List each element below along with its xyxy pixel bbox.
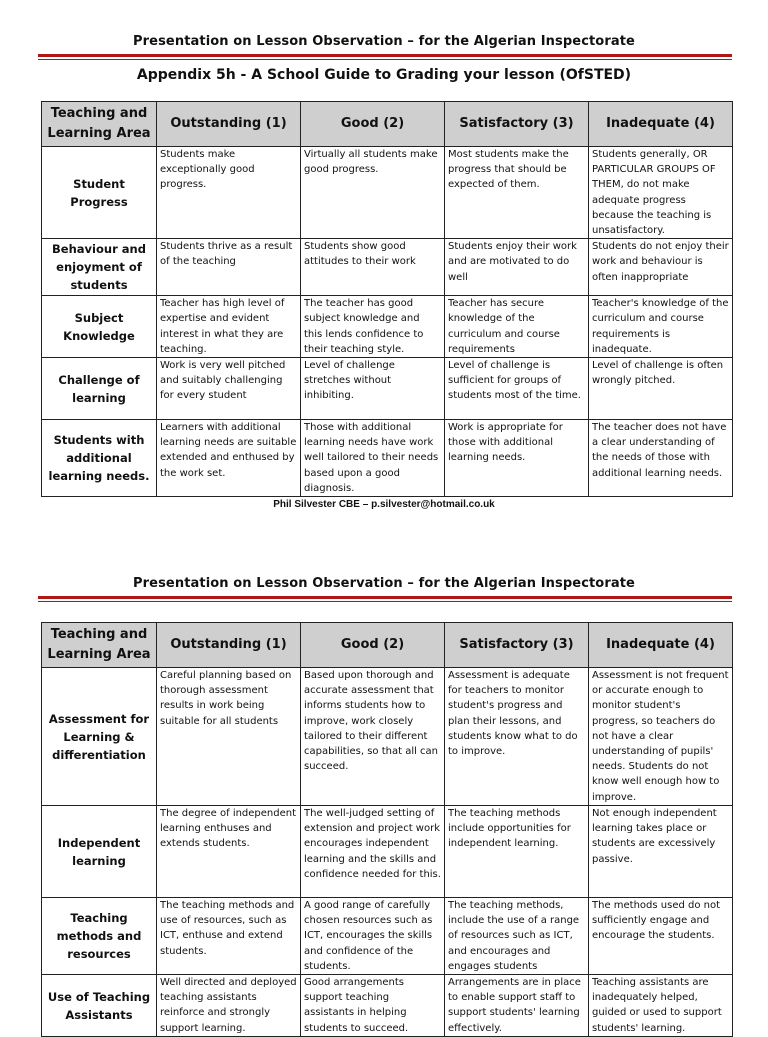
page-header-title: Presentation on Lesson Observation – for the Algerian Inspectorate [133,34,635,49]
cell-satisfactory: Arrangements are in place to enable support staff to support students' learning effectively. [445,975,589,1037]
cell-outstanding: Teacher has high level of expertise and evident interest in what they are teaching. [157,296,301,358]
table-row [42,898,733,975]
cell-inadequate: Level of challenge is often wrongly pitched. [589,358,733,420]
row-area-label: Use of Teaching Assistants [42,975,157,1037]
column-header-outstanding: Outstanding (1) [157,623,301,668]
cell-inadequate: The teacher does not have a clear understanding of the needs of those with additional learning needs. [589,420,733,497]
cell-satisfactory: The teaching methods, include the use of a range of resources such as ICT, and encourages and engages students [445,898,589,975]
cell-outstanding: The teaching methods and use of resources, such as ICT, enthuse and extend students. [157,898,301,975]
row-area-label: Subject Knowledge [42,296,157,358]
row-area-label: Students with additional learning needs. [42,420,157,497]
header-rule-thin [38,59,732,60]
table-row [42,668,733,806]
appendix-title: Appendix 5h - A School Guide to Grading your lesson (OfSTED) [136,67,632,83]
row-area-label: Challenge of learning [42,358,157,420]
column-header-good: Good (2) [301,102,445,147]
column-header-satisfactory: Satisfactory (3) [445,623,589,668]
cell-inadequate: Not enough independent learning takes place or students are excessively passive. [589,806,733,898]
cell-satisfactory: Assessment is adequate for teachers to monitor student's progress and plan their lessons, and students know what to do to improve. [445,668,589,806]
column-header-outstanding: Outstanding (1) [157,102,301,147]
cell-outstanding: Work is very well pitched and suitably challenging for every student [157,358,301,420]
page-header-title: Presentation on Lesson Observation – for the Algerian Inspectorate [133,576,635,591]
grading-table-2 [41,622,733,1037]
header-rule-thin [38,601,732,602]
cell-good: Level of challenge stretches without inhibiting. [301,358,445,420]
cell-good: Based upon thorough and accurate assessment that informs students how to improve, work closely tailored to their different capabilities, so that all can succeed. [301,668,445,806]
footer-author: Phil Silvester CBE – p.silvester@hotmail.co.uk [273,499,495,510]
column-header-inadequate: Inadequate (4) [589,102,733,147]
column-header-area: Teaching and Learning Area [42,102,157,147]
cell-good: Those with additional learning needs have work well tailored to their needs based upon a good diagnosis. [301,420,445,497]
table-row [42,975,733,1037]
cell-outstanding: Students thrive as a result of the teaching [157,239,301,296]
column-header-area: Teaching and Learning Area [42,623,157,668]
cell-inadequate: Assessment is not frequent or accurate enough to monitor student's progress, so teachers do not have a clear understanding of pupils' needs. Students do not know well enough how to improve. [589,668,733,806]
table-row [42,420,733,497]
table-row [42,147,733,239]
table-row [42,806,733,898]
row-area-label: Behaviour and enjoyment of students [42,239,157,296]
row-area-label: Student Progress [42,147,157,239]
header-rule [38,54,732,57]
table-row [42,296,733,358]
table-row [42,239,733,296]
cell-good: Virtually all students make good progress. [301,147,445,239]
cell-inadequate: The methods used do not sufficiently engage and encourage the students. [589,898,733,975]
cell-satisfactory: Students enjoy their work and are motivated to do well [445,239,589,296]
row-area-label: Assessment for Learning & differentiation [42,668,157,806]
column-header-satisfactory: Satisfactory (3) [445,102,589,147]
cell-satisfactory: Most students make the progress that should be expected of them. [445,147,589,239]
row-area-label: Teaching methods and resources [42,898,157,975]
table-row [42,358,733,420]
cell-outstanding: Learners with additional learning needs are suitable extended and enthused by the work set. [157,420,301,497]
column-header-inadequate: Inadequate (4) [589,623,733,668]
cell-good: The teacher has good subject knowledge and this lends confidence to their teaching style. [301,296,445,358]
cell-outstanding: The degree of independent learning enthuses and extends students. [157,806,301,898]
cell-good: A good range of carefully chosen resources such as ICT, encourages the skills and confidence of the students. [301,898,445,975]
row-area-label: Independent learning [42,806,157,898]
cell-satisfactory: Work is appropriate for those with additional learning needs. [445,420,589,497]
cell-outstanding: Students make exceptionally good progress. [157,147,301,239]
cell-satisfactory: Teacher has secure knowledge of the curriculum and course requirements [445,296,589,358]
cell-good: The well-judged setting of extension and project work encourages independent learning and the skills and confidence needed for this. [301,806,445,898]
cell-good: Good arrangements support teaching assistants in helping students to succeed. [301,975,445,1037]
header-rule [38,596,732,599]
cell-inadequate: Students generally, OR PARTICULAR GROUPS OF THEM, do not make adequate progress because the teaching is unsatisfactory. [589,147,733,239]
cell-satisfactory: The teaching methods include opportunities for independent learning. [445,806,589,898]
cell-inadequate: Teacher's knowledge of the curriculum and course requirements is inadequate. [589,296,733,358]
cell-satisfactory: Level of challenge is sufficient for groups of students most of the time. [445,358,589,420]
cell-outstanding: Careful planning based on thorough assessment results in work being suitable for all students [157,668,301,806]
cell-outstanding: Well directed and deployed teaching assistants reinforce and strongly support learning. [157,975,301,1037]
cell-inadequate: Students do not enjoy their work and behaviour is often inappropriate [589,239,733,296]
cell-good: Students show good attitudes to their work [301,239,445,296]
grading-table-1 [41,101,733,497]
column-header-good: Good (2) [301,623,445,668]
cell-inadequate: Teaching assistants are inadequately helped, guided or used to support students' learning. [589,975,733,1037]
